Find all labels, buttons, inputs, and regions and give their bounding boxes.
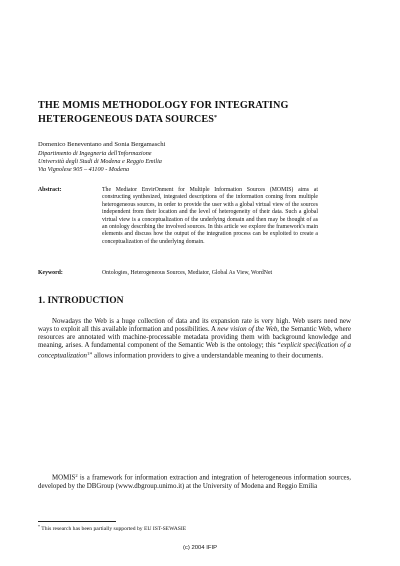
title-line-2: HETEROGENEOUS DATA SOURCES* bbox=[38, 114, 218, 125]
intro-paragraph-2: MOMIS$^2$ is a framework for information extraction and integration of heterogeneous information sources, developed by the DBGroup (www.dbgroup.unimo.it) at the University of Modena and Reggio Emilia bbox=[38, 473, 351, 490]
abstract-text: The Mediator EnvirOnment for Multiple Information Sources (MOMIS) aims at constructing synthesized, integrated descriptions of the information coming from multiple heterogeneous sources, in order to provide the user with a global virtual view of the sources independent from their location and the level of heterogeneity of their data. Such a global virtual view is a conceptualization of the underlying domain and then may be thought of as an ontology describing the involved sources. In this article we explore the framework's main elements and discuss how the output of the integration process can be exploited to create a conceptualization of the underlying domain. bbox=[102, 187, 318, 245]
page-footer: (c) 2004 IFIP bbox=[182, 545, 218, 551]
affiliation bbox=[38, 150, 162, 174]
section-heading: 1. INTRODUCTION bbox=[38, 296, 124, 306]
footnote-ref: 2 bbox=[75, 473, 78, 478]
footnote: * This research has been partially supported by EU IST-SEWASIE bbox=[38, 524, 187, 532]
affiliation-line: Dipartimento di Ingegneria dell'Informazione bbox=[38, 150, 152, 157]
title-line-1: THE MOMIS METHODOLOGY FOR INTEGRATING bbox=[38, 100, 289, 111]
footnote-rule bbox=[38, 521, 116, 522]
affiliation-line: Università degli Studi di Modena e Reggio Emilia bbox=[38, 157, 162, 165]
paper-title bbox=[38, 99, 368, 126]
keywords-text: Ontologies, Heterogeneous Sources, Mediator, Global As View, WordNet bbox=[102, 270, 273, 276]
intro-paragraph-1: Nowadays the Web is a huge collection of data and its expansion rate is very high. Web users need new ways to exploit all this available information and possibilities. A new vision of the Web, the Semantic Web, where resources are annotated with machine-processable metadata providing them with background knowledge and meaning, arises. A fundamental component of the Semantic Web is the ontology; this “explicit specification of a conceptualization$^1$” allows information providers to give a understandable meaning to their documents. bbox=[38, 318, 351, 360]
emphasis-text: explicit specification of a conceptualization bbox=[38, 342, 351, 360]
affiliation-line: Via Vignolese 905 – 41100 - Modena bbox=[38, 165, 130, 173]
keywords-label: Keyword: bbox=[38, 270, 63, 276]
emphasis-text: new vision of the Web bbox=[217, 326, 278, 334]
authors: Domenico Beneventano and Sonia Bergamaschi bbox=[38, 141, 166, 148]
abstract-label: Abstract: bbox=[38, 187, 62, 193]
footnote-ref: 1 bbox=[87, 351, 90, 357]
title-footnote-mark: * bbox=[214, 115, 218, 121]
